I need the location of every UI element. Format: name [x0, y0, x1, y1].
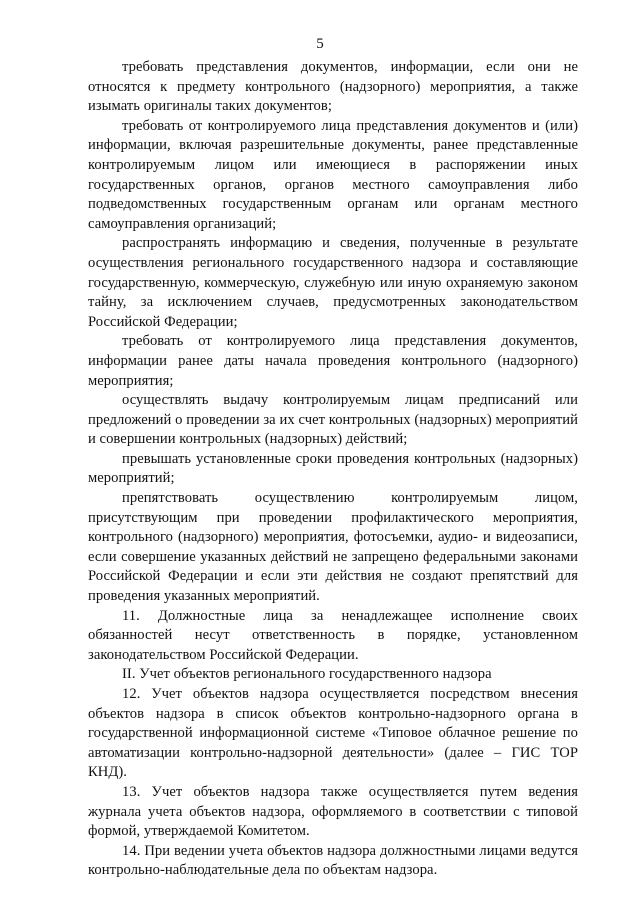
- paragraph: требовать представления документов, информации, если они не относятся к предмету контрольного (надзорного) мероприятия, а также изымать оригиналы таких документов;: [88, 59, 578, 115]
- paragraph: требовать от контролируемого лица представления документов и (или) информации, включая разрешительные документы, ранее представленные контролируемым лицом или имеющиеся в распоряжении иных государственных органов, органов местного самоуправления либо подведомственных государственным органам или органам местного самоуправления организаций;: [88, 117, 578, 232]
- section-heading: II. Учет объектов регионального государственного надзора: [122, 666, 492, 683]
- paragraph: 13. Учет объектов надзора также осуществляется путем ведения журнала учета объектов надзора, оформляемого в соответствии с типовой формой, утверждаемой Комитетом.: [88, 783, 578, 840]
- paragraph: препятствовать осуществлению контролируемым лицом, присутствующим при проведении профилактического мероприятия, контрольного (надзорного) мероприятия, фотосъемки, аудио- и видеозаписи, если совершение указанных действий не запрещено федеральными законами Российской Федерации и если эти действия не создают препятствий для проведения указанных мероприятий.: [88, 490, 578, 605]
- paragraph: 11. Должностные лица за ненадлежащее исполнение своих обязанностей несут ответственность в порядке, установленном законодательством Российской Федерации.: [88, 607, 578, 663]
- page-number: 5: [316, 36, 324, 52]
- paragraph: осуществлять выдачу контролируемым лицам предписаний или предложений о проведении за их счет контрольных (надзорных) мероприятий и совершении контрольных (надзорных) действий;: [88, 392, 578, 448]
- paragraph: 12. Учет объектов надзора осуществляется посредством внесения объектов надзора в список объектов контрольно-надзорного органа в государственной информационной системе «Типовое облачное решение по автоматизации контрольно-надзорной деятельности» (далее – ГИС ТОР КНД).: [88, 686, 578, 781]
- paragraph: 14. При ведении учета объектов надзора должностными лицами ведутся контрольно-наблюдательные дела по объектам надзора.: [88, 842, 578, 879]
- paragraph: распространять информацию и сведения, полученные в результате осуществления регионального государственного надзора и составляющие государственную, коммерческую, служебную или иную охраняемую законом тайну, за исключением случаев, предусмотренных законодательством Российской Федерации;: [88, 235, 578, 330]
- paragraph: превышать установленные сроки проведения контрольных (надзорных) мероприятий;: [88, 450, 578, 487]
- document-body: [88, 58, 578, 881]
- paragraph: требовать от контролируемого лица представления документов, информации ранее даты начала проведения контрольного (надзорного) мероприятия;: [88, 333, 578, 389]
